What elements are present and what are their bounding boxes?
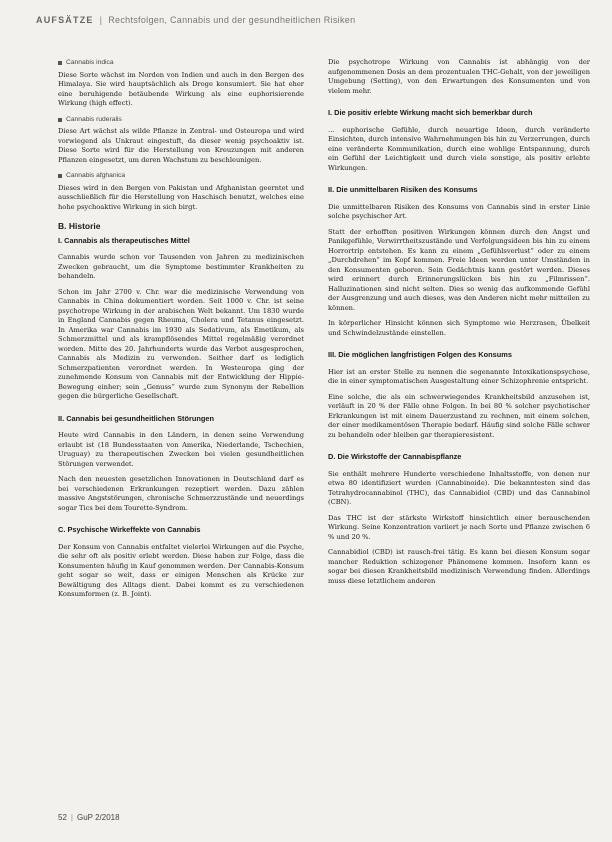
bullet-item: Cannabis indica	[58, 58, 304, 68]
paragraph: Diese Art wächst als wilde Pflanze in Zentral- und Osteuropa und wird vorwiegend als Unkraut eingestuft, da dieser wenig psychoaktiv ist. Diese Sorte wird für die Herstellung von Kreuzungen mit anderen Pflanzen eingesetzt, um deren Wachstum zu beschleunigen.	[58, 127, 304, 164]
section-heading: C. Psychische Wirkeffekte von Cannabis	[58, 525, 201, 534]
paragraph: Die unmittelbaren Risiken des Konsums von Cannabis sind in erster Linie solche psychischer Art.	[328, 202, 590, 220]
subsection-heading: II. Cannabis bei gesundheitlichen Störungen	[58, 413, 215, 423]
subsection-heading: I. Cannabis als therapeutisches Mittel	[58, 235, 190, 245]
bullet-item: Cannabis afghanica	[58, 171, 304, 181]
journal-issue: GuP 2/2018	[76, 813, 120, 822]
paragraph: Der Konsum von Cannabis entfaltet vielerlei Wirkungen auf die Psyche, die sehr oft als positiv erlebt werden. Diese haben zur Folge, dass die Konsumenten häufig in Kauf genommen werden. Der Cannabis-Konsum geht sogar so weit, dass er einigen Menschen als Krücke zur Bewältigung des Alltags dient. Dabei kommt es zu verschiedenen Konsumformen (z. B. Joint).	[58, 542, 304, 598]
article-title: Rechtsfolgen, Cannabis und der gesundheitlichen Risiken	[108, 15, 356, 25]
header-divider: |	[99, 15, 103, 25]
page-number: 52	[58, 813, 67, 822]
page-footer	[58, 810, 120, 826]
running-header	[36, 6, 582, 34]
bullet-item: Cannabis ruderalis	[58, 115, 304, 125]
right-column	[328, 58, 590, 592]
paragraph: Cannabidiol (CBD) ist rausch-frei tätig. Es kann bei diesen Konsum sogar mancher Reduktion schizogener Phänomene kommen. Insofern kann es sogar bei diesen Krankheitsbild medizinisch Verwendung finden. Allerdings muss diese letztlichem anderen	[328, 548, 590, 585]
section-label: AUFSÄTZE	[36, 15, 94, 25]
paragraph: Heute wird Cannabis in den Ländern, in denen seine Verwendung erlaubt ist (18 Bundesstaaten von Amerika, Niederlande, Tschechien, Uruguay) zu therapeutischen Zwecken bei vielen gesundheitlichen Störungen verwendet.	[58, 431, 304, 468]
left-column	[58, 58, 304, 606]
paragraph: Statt der erhofften positiven Wirkungen können durch den Angst und Panikgefühle, Verwirrtheitszustände und Verfolgungsideen bis hin zu einem Horrortrip entstehen. Es kann zu einem „Gefühlsverlust“ oder zu einem „Durchdrehen“ im Kopf kommen. Freie Ideen werden unter Umständen in den Konsumenten geboren. Sein Gedächtnis kann gestört werden. Dieses wird erinnert durch Erinnerungslücken bis hin zu „Filmrissen“. Halluzinationen sind nicht selten. Dies so wenig das aufkommende Gefühl der Ausgrenzung und auch dieses, was den Anderen nicht mehr mitteilen zu können.	[328, 227, 590, 312]
paragraph: Eine solche, die als ein schwerwiegendes Krankheitsbild anzusehen ist, verläuft in 20 % der Fälle ohne Folgen. In bei 80 % solcher psychotischer Erkrankungen ist mit einem Dauerzustand zu rechnen, mit einem solchen, der einer medikamentösen Therapie bedarf. Häufig sind solche Fälle schwer zu behandeln oder bleiben gar therapieresistent.	[328, 392, 590, 439]
paragraph: Die psychotrope Wirkung von Cannabis ist abhängig von der aufgenommenen Dosis an dem prozentualen THC-Gehalt, von der jeweiligen Umgebung (Setting), von den Erwartungen des Konsumenten und von vielem mehr.	[328, 58, 590, 95]
paragraph: Das THC ist der stärkste Wirkstoff hinsichtlich einer berauschenden Wirkung. Seine Konzentration variiert je nach Sorte und Pflanze zwischen 6 % und 20 %.	[328, 513, 590, 541]
paragraph: Diese Sorte wächst im Norden von Indien und auch in den Bergen des Himalaya. Sie wird hauptsächlich als Droge konsumiert. Sie hat eher eine beruhigende betäubende Wirkung als eine euphorisierende Wirkung (high effect).	[58, 70, 304, 107]
section-heading: B. Historie	[58, 221, 101, 231]
paragraph: Dieses wird in den Bergen von Pakistan und Afghanistan geerntet und ausschließlich für die Herstellung von Haschisch benutzt, welches eine hohe psychoaktive Wirkung in sich birgt.	[58, 183, 304, 211]
subsection-heading: I. Die positiv erlebte Wirkung macht sich bemerkbar durch	[328, 108, 533, 117]
paragraph: In körperlicher Hinsicht können sich Symptome wie Herzrasen, Übelkeit und Schwindelzustände einstellen.	[328, 319, 590, 337]
footer-divider: |	[70, 813, 73, 822]
subsection-heading: II. Die unmittelbaren Risiken des Konsums	[328, 185, 478, 194]
paragraph: Cannabis wurde schon vor Tausenden von Jahren zu medizinischen Zwecken gebraucht, um die Symptome bestimmter Krankheiten zu behandeln.	[58, 253, 304, 280]
paragraph: Sie enthält mehrere Hunderte verschiedene Inhaltsstoffe, von denen nur etwa 80 identifiziert wurden (Cannabinoide). Die bekanntesten sind das Tetrahydrocannabinol (THC), das Cannabidiol (CBD) und das Cannabinol (CBN).	[328, 469, 590, 506]
paragraph: … euphorische Gefühle, durch neuartige Ideen, durch veränderte Einsichten, durch intensive Wahrnehmungen bis hin zu Verzerrungen, durch eine veränderte Kommunikation, durch eine wohlige Entspannung, durch ein Gefühl der Leichtigkeit und durch viele sonstige, als positiv erlebte Wirkungen.	[328, 125, 590, 172]
section-heading: D. Die Wirkstoffe der Cannabispflanze	[328, 452, 462, 461]
paragraph: Hier ist an erster Stelle zu nennen die sogenannte Intoxikationspsychose, die in einer symptomatischen Ausgestaltung einer Schizophrenie entspricht.	[328, 367, 590, 385]
paragraph: Nach den neuesten gesetzlichen Innovationen in Deutschland darf es bei verschiedenen Erkrankungen rezeptiert werden. Dazu zählen massive Angststörungen, chronische Schmerzzustände und neuerdings sogar Tics bei dem Tourette-Syndrom.	[58, 475, 304, 512]
subsection-heading: III. Die möglichen langfristigen Folgen des Konsums	[328, 350, 512, 359]
paragraph: Schon im Jahr 2700 v. Chr. war die medizinische Verwendung von Cannabis in China dokumentiert worden. Seit 1000 v. Chr. ist seine psychotrope Wirkung in der arabischen Welt bekannt. Um 1830 wurde in England Cannabis gegen Rheuma, Cholera und Tetanus eingesetzt. In Amerika war Cannabis im 1930 als Sedativum, als Emetikum, als Schmerzmittel und als krampflösendes Mittel regelmäßig verordnet worden. Mitte des 20. Jahrhunderts wurde das Verbot ausgesprochen, Cannabis als Medizin zu verwenden. Seither darf es lediglich Schmerzpatienten verordnet werden. In Westeuropa ging der zunehmende Konsum von Cannabis mit der Entwicklung der Hippie-Bewegung einher; sein „Genuss“ wurde zum Synonym der Rebellion gegen die bürgerliche Gesellschaft.	[58, 287, 304, 400]
